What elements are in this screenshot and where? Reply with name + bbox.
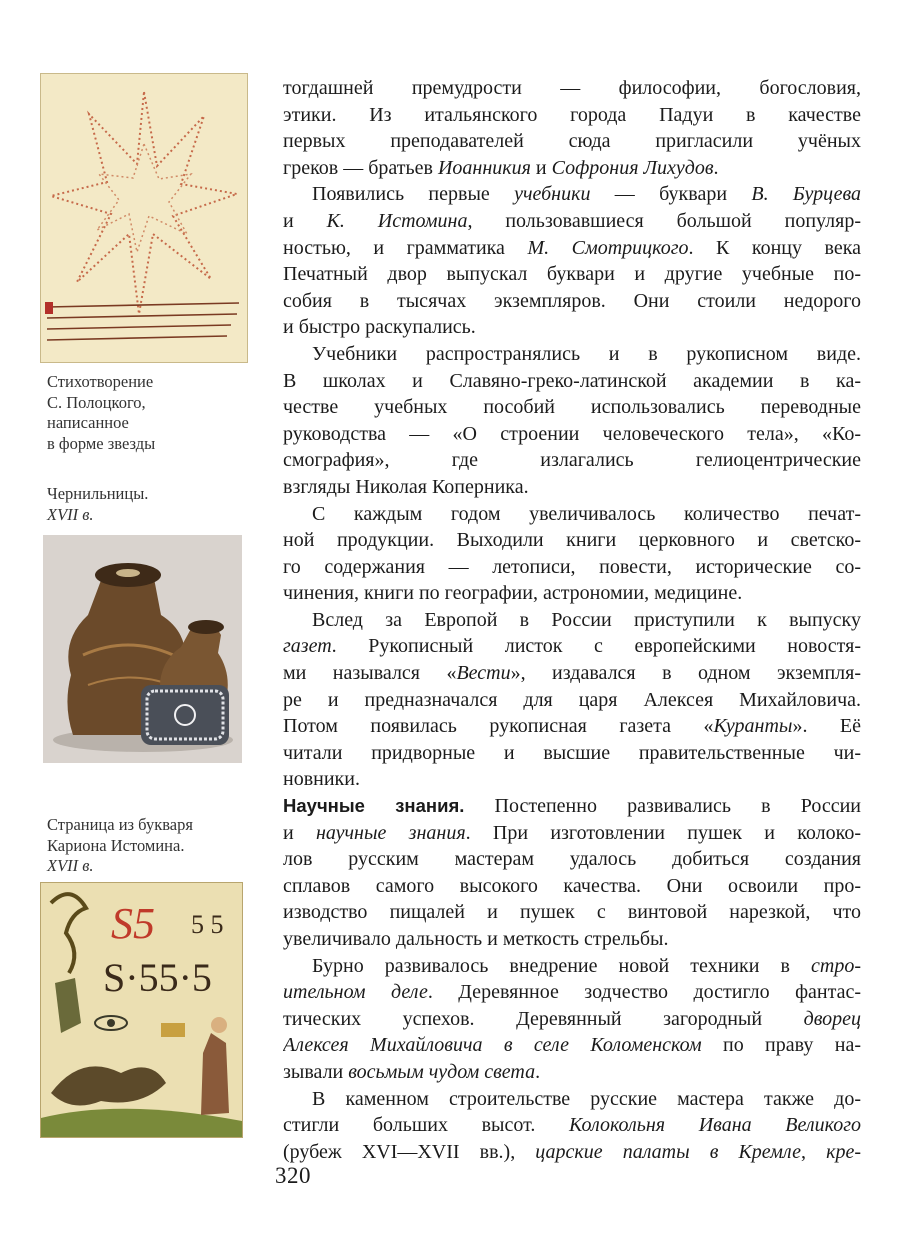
text-segment: го содержания — летописи, повести, исторические со- bbox=[283, 555, 861, 578]
page-number: 320 bbox=[275, 1163, 311, 1188]
text-segment: увеличивало дальность и меткость стрельбы. bbox=[283, 928, 669, 950]
text-segment: изводство пищалей и пушек с винтовой нарезкой, что bbox=[283, 901, 861, 924]
text-segment: ми назывался « bbox=[283, 662, 457, 685]
text-segment: ностью, и грамматика bbox=[283, 236, 528, 259]
text-line bbox=[283, 181, 861, 208]
star-caption-line: Стихотворение bbox=[47, 372, 154, 391]
primer-caption-title: Страница из букваря bbox=[47, 815, 193, 834]
text-line bbox=[283, 261, 861, 288]
text-line bbox=[283, 235, 861, 262]
text-line bbox=[283, 633, 861, 660]
star-caption-line: в форме звезды bbox=[47, 433, 156, 453]
text-segment: В. Бурцева bbox=[751, 183, 861, 206]
text-line bbox=[283, 873, 861, 900]
inkwells-caption-date: XVII в. bbox=[47, 504, 94, 524]
text-segment: тогдашней премудрости — философии, богословия, bbox=[283, 77, 861, 99]
text-line bbox=[283, 554, 861, 581]
text-segment: научные знания bbox=[315, 821, 466, 844]
text-line bbox=[283, 1086, 861, 1113]
text-line bbox=[283, 447, 861, 474]
text-segment: К. Истомина bbox=[326, 209, 468, 232]
svg-text:S5: S5 bbox=[111, 899, 155, 948]
text-segment: стро- bbox=[811, 954, 861, 977]
text-segment: Куранты bbox=[713, 715, 793, 738]
text-segment: чинения, книги по географии, астрономии, медицине. bbox=[283, 582, 743, 605]
text-segment: и быстро раскупались. bbox=[283, 316, 476, 339]
text-segment: . При изготовлении пушек и колоко- bbox=[465, 821, 861, 844]
star-poem-image bbox=[40, 73, 248, 363]
text-segment: первых преподавателей сюда пригласили учёных bbox=[283, 130, 861, 153]
svg-text:5 5: 5 5 bbox=[191, 910, 224, 939]
text-segment: ре и предназначался для царя Алексея Михайловича. bbox=[283, 688, 861, 711]
text-segment: М. Смотрицкого bbox=[527, 236, 689, 259]
text-segment: Вслед за Европой в России приступили к выпуску bbox=[312, 608, 861, 631]
text-segment: этики. Из итальянского города Падуи в качестве bbox=[283, 103, 861, 126]
text-segment: стигли больших высот. bbox=[283, 1114, 569, 1137]
text-line bbox=[283, 766, 861, 793]
star-shape bbox=[51, 92, 237, 314]
text-segment: , bbox=[801, 1140, 827, 1163]
text-line bbox=[283, 660, 861, 687]
text-segment: Софрония Лихудов bbox=[551, 156, 714, 179]
text-segment: и bbox=[283, 209, 327, 232]
text-segment: царские палаты в Кремле bbox=[535, 1140, 802, 1163]
main-text-column bbox=[283, 75, 861, 1165]
text-segment: . bbox=[713, 156, 719, 179]
text-line bbox=[283, 580, 861, 607]
star-caption-line: С. Полоцкого, bbox=[47, 392, 146, 412]
text-segment: ительном деле bbox=[283, 981, 428, 1004]
text-line bbox=[283, 899, 861, 926]
text-segment: », издавался в одном экземпля- bbox=[510, 662, 861, 685]
text-line bbox=[283, 793, 861, 820]
text-line bbox=[283, 341, 861, 368]
inkwells-image bbox=[43, 535, 242, 763]
primer-caption-date: XVII в. bbox=[47, 856, 94, 875]
text-segment: дворец bbox=[803, 1007, 861, 1030]
star-caption-line: написанное bbox=[47, 413, 129, 432]
text-segment: Постепенно развивались в России bbox=[464, 795, 861, 818]
text-segment: . К концу века bbox=[688, 236, 861, 259]
text-segment: смография», где излагались гелиоцентрические bbox=[283, 449, 861, 472]
inkwells-caption-title: Чернильницы. bbox=[47, 484, 149, 503]
text-line bbox=[283, 1112, 861, 1139]
text-segment: и bbox=[530, 156, 552, 179]
text-segment: сплавов самого высокого качества. Они освоили про- bbox=[283, 874, 861, 897]
text-line bbox=[283, 1139, 861, 1166]
text-segment: Иоанникия bbox=[437, 156, 531, 179]
text-line bbox=[283, 368, 861, 395]
text-line bbox=[283, 740, 861, 767]
primer-caption-author: Кариона Истомина. bbox=[47, 835, 185, 855]
svg-text:S·55·5: S·55·5 bbox=[103, 955, 212, 1000]
text-segment: Бурно развивалось внедрение новой техники в bbox=[312, 954, 812, 977]
text-segment: , пользовавшиеся большой популяр- bbox=[467, 209, 861, 232]
text-segment: кре- bbox=[826, 1140, 861, 1163]
text-segment: по праву на- bbox=[701, 1034, 861, 1057]
text-segment: С каждым годом увеличивалось количество печат- bbox=[312, 502, 861, 525]
text-segment: Вести bbox=[456, 662, 511, 685]
text-segment: собия в тысячах экземпляров. Они стоили недорого bbox=[283, 289, 861, 312]
text-segment: Печатный двор выпускал буквари и другие учебные по- bbox=[283, 263, 861, 286]
text-line bbox=[283, 501, 861, 528]
text-line bbox=[283, 474, 861, 501]
text-line bbox=[283, 128, 861, 155]
text-segment: учебники bbox=[514, 183, 591, 206]
text-segment: тических успехов. Деревянный загородный bbox=[283, 1007, 804, 1030]
text-segment: восьмым чудом света bbox=[348, 1060, 536, 1083]
text-line bbox=[283, 713, 861, 740]
text-segment: Колокольня Ивана Великого bbox=[568, 1114, 861, 1137]
text-line bbox=[283, 314, 861, 341]
text-segment: Появились первые bbox=[312, 183, 515, 206]
text-segment: читали придворные и высшие правительственные чи- bbox=[283, 741, 861, 764]
text-line bbox=[283, 926, 861, 953]
text-segment: Потом появилась рукописная газета « bbox=[283, 715, 714, 738]
text-segment: ». Её bbox=[792, 715, 861, 738]
text-line bbox=[283, 820, 861, 847]
text-segment: Алексея Михайловича в селе Коломенском bbox=[283, 1034, 702, 1057]
text-segment: газет bbox=[283, 635, 332, 658]
text-segment: . bbox=[535, 1060, 541, 1083]
text-segment: В каменном строительстве русские мастера также до- bbox=[312, 1087, 861, 1110]
text-line bbox=[283, 953, 861, 980]
text-line bbox=[283, 1032, 861, 1059]
text-line bbox=[283, 527, 861, 554]
text-line bbox=[283, 1006, 861, 1033]
text-line bbox=[283, 208, 861, 235]
text-segment: зывали bbox=[283, 1060, 349, 1083]
text-segment: новники. bbox=[283, 768, 360, 791]
text-segment: честве учебных пособий использовались переводные bbox=[283, 396, 861, 419]
text-line bbox=[283, 75, 861, 102]
text-segment: (рубеж XVI—XVII вв.), bbox=[283, 1140, 536, 1163]
text-line bbox=[283, 607, 861, 634]
text-segment: ной продукции. Выходили книги церковного и светско- bbox=[283, 529, 861, 552]
text-segment: руководства — «О строении человеческого тела», «Ко- bbox=[283, 422, 861, 445]
section-heading: Научные знания. bbox=[283, 795, 465, 817]
primer-page-image bbox=[40, 882, 243, 1138]
text-segment: В школах и Славяно-греко-латинской академии в ка- bbox=[283, 369, 861, 392]
text-line bbox=[283, 394, 861, 421]
text-line bbox=[283, 979, 861, 1006]
text-segment: взгляды Николая Коперника. bbox=[283, 475, 529, 498]
text-line bbox=[283, 288, 861, 315]
text-segment: . Деревянное зодчество достигло фантас- bbox=[427, 981, 861, 1004]
text-segment: — буквари bbox=[590, 183, 752, 206]
text-segment: . Рукописный листок с европейскими новостя- bbox=[331, 635, 861, 658]
text-segment: лов русским мастерам удалось добиться создания bbox=[283, 848, 861, 871]
text-line bbox=[283, 102, 861, 129]
text-line bbox=[283, 1059, 861, 1086]
text-line bbox=[283, 155, 861, 182]
text-segment: и bbox=[283, 821, 316, 844]
text-line bbox=[283, 421, 861, 448]
text-segment: Учебники распространялись и в рукописном виде. bbox=[312, 342, 861, 365]
text-segment: греков — братьев bbox=[283, 156, 438, 179]
text-line bbox=[283, 846, 861, 873]
text-line bbox=[283, 687, 861, 714]
